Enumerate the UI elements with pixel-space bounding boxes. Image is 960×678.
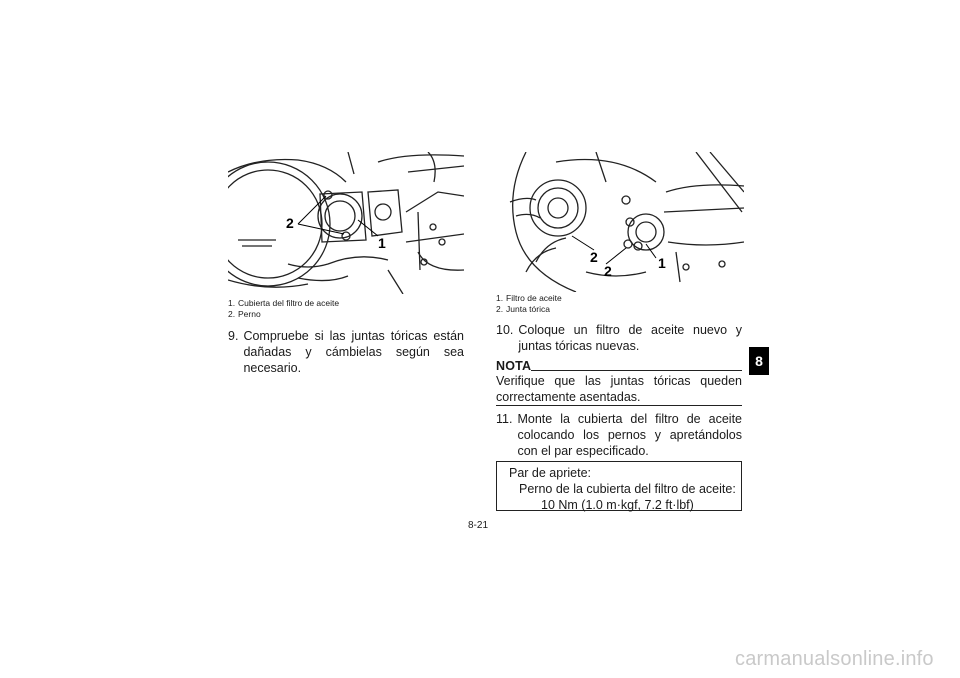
nota-heading: NOTA (496, 359, 532, 373)
step-text: Coloque un filtro de aceite nuevo y juntas tóricas nuevas. (518, 323, 742, 353)
engine-illustration-right (496, 152, 744, 292)
caption-number: 2. (228, 309, 236, 319)
callout-2: 2 (590, 249, 598, 265)
torque-spec-box (496, 461, 742, 511)
callout-1: 1 (378, 235, 386, 251)
caption-text: Cubierta del filtro de aceite (238, 298, 340, 308)
caption-number: 1. (228, 298, 236, 308)
caption-text: Junta tórica (506, 304, 550, 314)
watermark: carmanualsonline.info (735, 648, 934, 670)
torque-value: 10 Nm (1.0 m·kgf, 7.2 ft·lbf) (541, 498, 694, 512)
torque-label: Par de apriete: (509, 466, 591, 480)
figure-oil-filter-cover (228, 152, 464, 294)
figure-right-caption (496, 293, 562, 315)
callout-2: 2 (286, 215, 294, 231)
callout-2: 2 (604, 263, 612, 279)
step-10 (496, 322, 742, 354)
caption-text: Filtro de aceite (506, 293, 562, 303)
nota-bottom-rule (496, 405, 742, 406)
step-text: Compruebe si las juntas tóricas están dañadas y cámbielas según sea necesario. (243, 329, 464, 375)
step-text: Monte la cubierta del filtro de aceite colocando los pernos y apretándolos con el par especificado. (517, 412, 742, 458)
step-number: 11. (496, 412, 513, 426)
torque-item: Perno de la cubierta del filtro de aceite: (519, 482, 736, 496)
figure-oil-filter (496, 152, 744, 292)
figure-left-caption (228, 298, 339, 320)
nota-top-rule (531, 370, 742, 371)
nota-text: Verifique que las juntas tóricas queden correctamente asentadas. (496, 374, 742, 404)
callout-1: 1 (658, 255, 666, 271)
caption-text: Perno (238, 309, 261, 319)
caption-number: 1. (496, 293, 504, 303)
caption-number: 2. (496, 304, 504, 314)
step-9 (228, 328, 464, 376)
page-number: 8-21 (468, 520, 489, 531)
step-number: 9. (228, 329, 239, 343)
step-number: 10. (496, 323, 514, 337)
engine-illustration-left (228, 152, 464, 294)
chapter-tab: 8 (749, 347, 769, 375)
step-11 (496, 411, 742, 459)
